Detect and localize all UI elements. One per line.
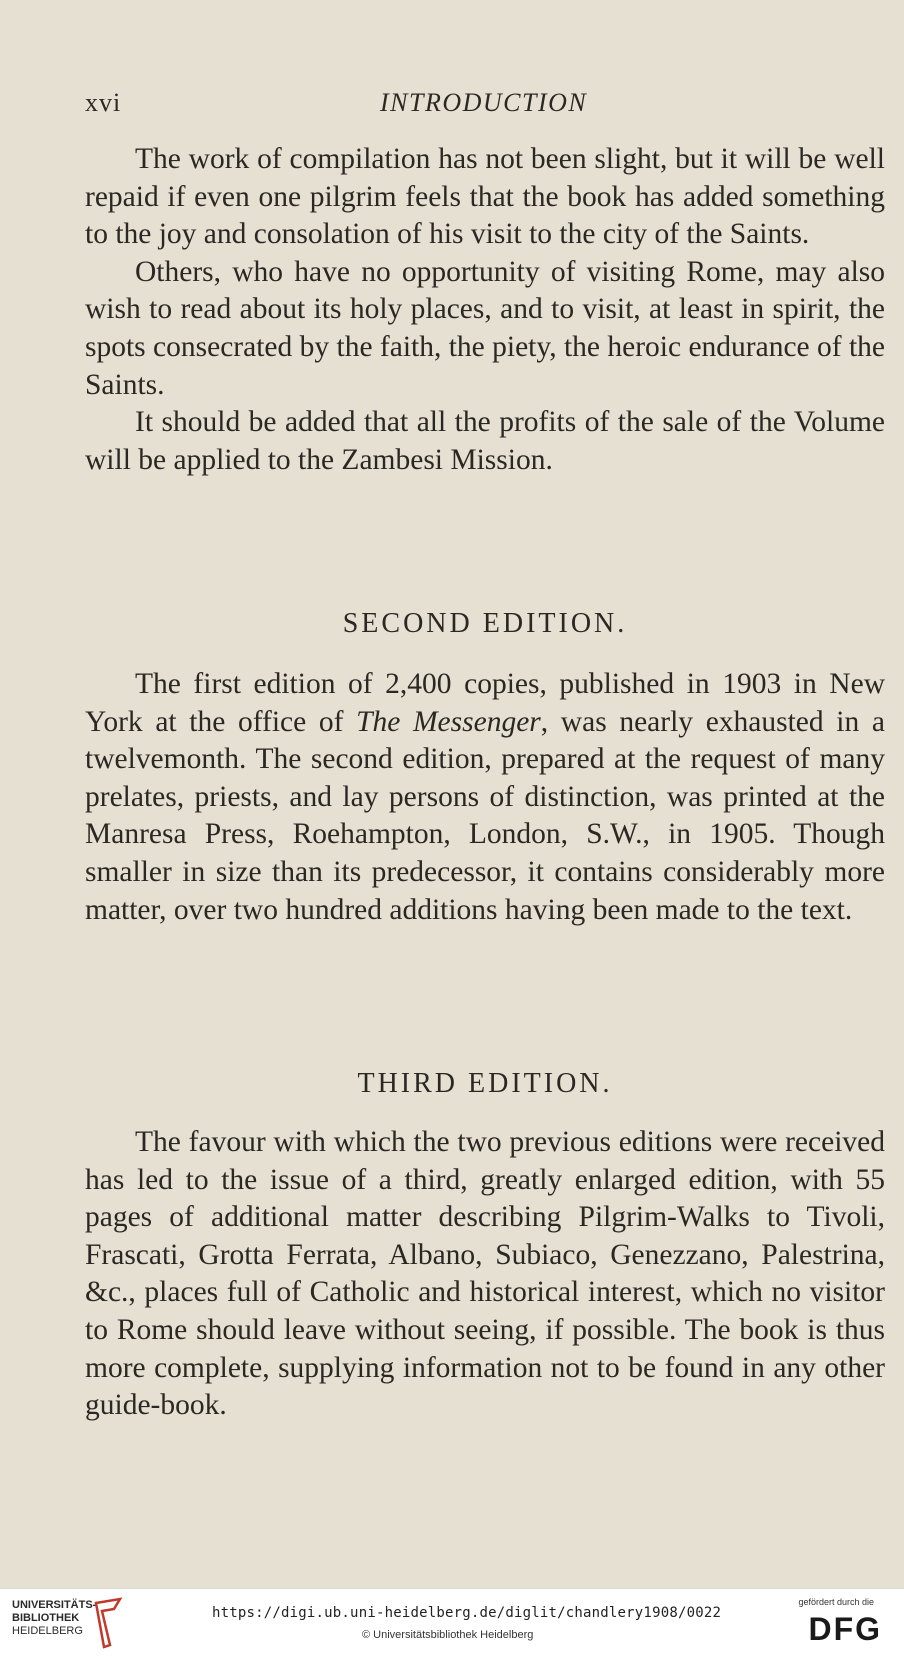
- section-heading-second-edition: SECOND EDITION.: [342, 608, 628, 639]
- intro-text: [85, 141, 885, 479]
- section-heading-third-edition: THIRD EDITION.: [357, 1068, 613, 1099]
- copyright-notice: © Universitätsbibliothek Heidelberg: [362, 1629, 534, 1641]
- library-emblem-icon: [92, 1597, 126, 1649]
- source-url-link[interactable]: https://digi.ub.uni-heidelberg.de/diglit/chandlery1908/0022: [212, 1605, 722, 1621]
- paragraph: Others, who have no opportunity of visiting Rome, may also wish to read about its holy places, and to visit, at least in spirit, the spots consecrated by the faith, the piety, the heroic endurance of the Saints.: [85, 255, 886, 401]
- library-name-line2: BIBLIOTHEK: [12, 1612, 80, 1624]
- running-head: INTRODUCTION: [380, 88, 588, 117]
- library-name-line3: HEIDELBERG: [12, 1625, 83, 1637]
- page-header: [85, 88, 885, 124]
- library-logo: [12, 1599, 96, 1638]
- paragraph: The work of compilation has not been slight, but it will be well repaid if even one pilgrim feels that the book has added something to the joy and consolation of his visit to the city of the Saints.: [85, 143, 885, 251]
- text-run: The first edition of 2,400 copies, published in 1903 in New York at the office of: [85, 668, 885, 738]
- funded-by-note: gefördert durch die: [798, 1597, 874, 1607]
- text-run: , was nearly exhausted in a twelvemonth. The second edition, prepared at the request of many prelates, priests, and lay persons of distinction, was printed at the Manresa Press, Roehampton, London, S.W., in 1905. Though smaller in size than its predecessor, it contains considerably more matter, over two hundred additions having been made to the text.: [85, 705, 885, 926]
- library-name-line1: UNIVERSITÄTS-: [12, 1599, 97, 1611]
- paragraph: It should be added that all the profits of the sale of the Volume will be applied to the Zambesi Mission.: [85, 406, 885, 476]
- dfg-logo: DFG: [808, 1611, 882, 1647]
- paragraph: [85, 666, 885, 929]
- digitization-footer: [0, 1588, 904, 1657]
- paragraph: The favour with which the two previous editions were received has led to the issue of a third, greatly enlarged edition, with 55 pages of additional matter describing Pilgrim-Walks to Tivoli, Frascati, Grotta Ferrata, Albano, Subiaco, Genezzano, Palestrina, &c., places full of Catholic and historical interest, which no visitor to Rome should leave without seeing, if possible. The book is thus more complete, supplying information not to be found in any other guide-book.: [85, 1126, 885, 1422]
- italic-title: The Messenger: [356, 705, 541, 738]
- page-number: xvi: [85, 88, 122, 117]
- second-edition-text: [85, 666, 885, 929]
- third-edition-text: [85, 1124, 885, 1425]
